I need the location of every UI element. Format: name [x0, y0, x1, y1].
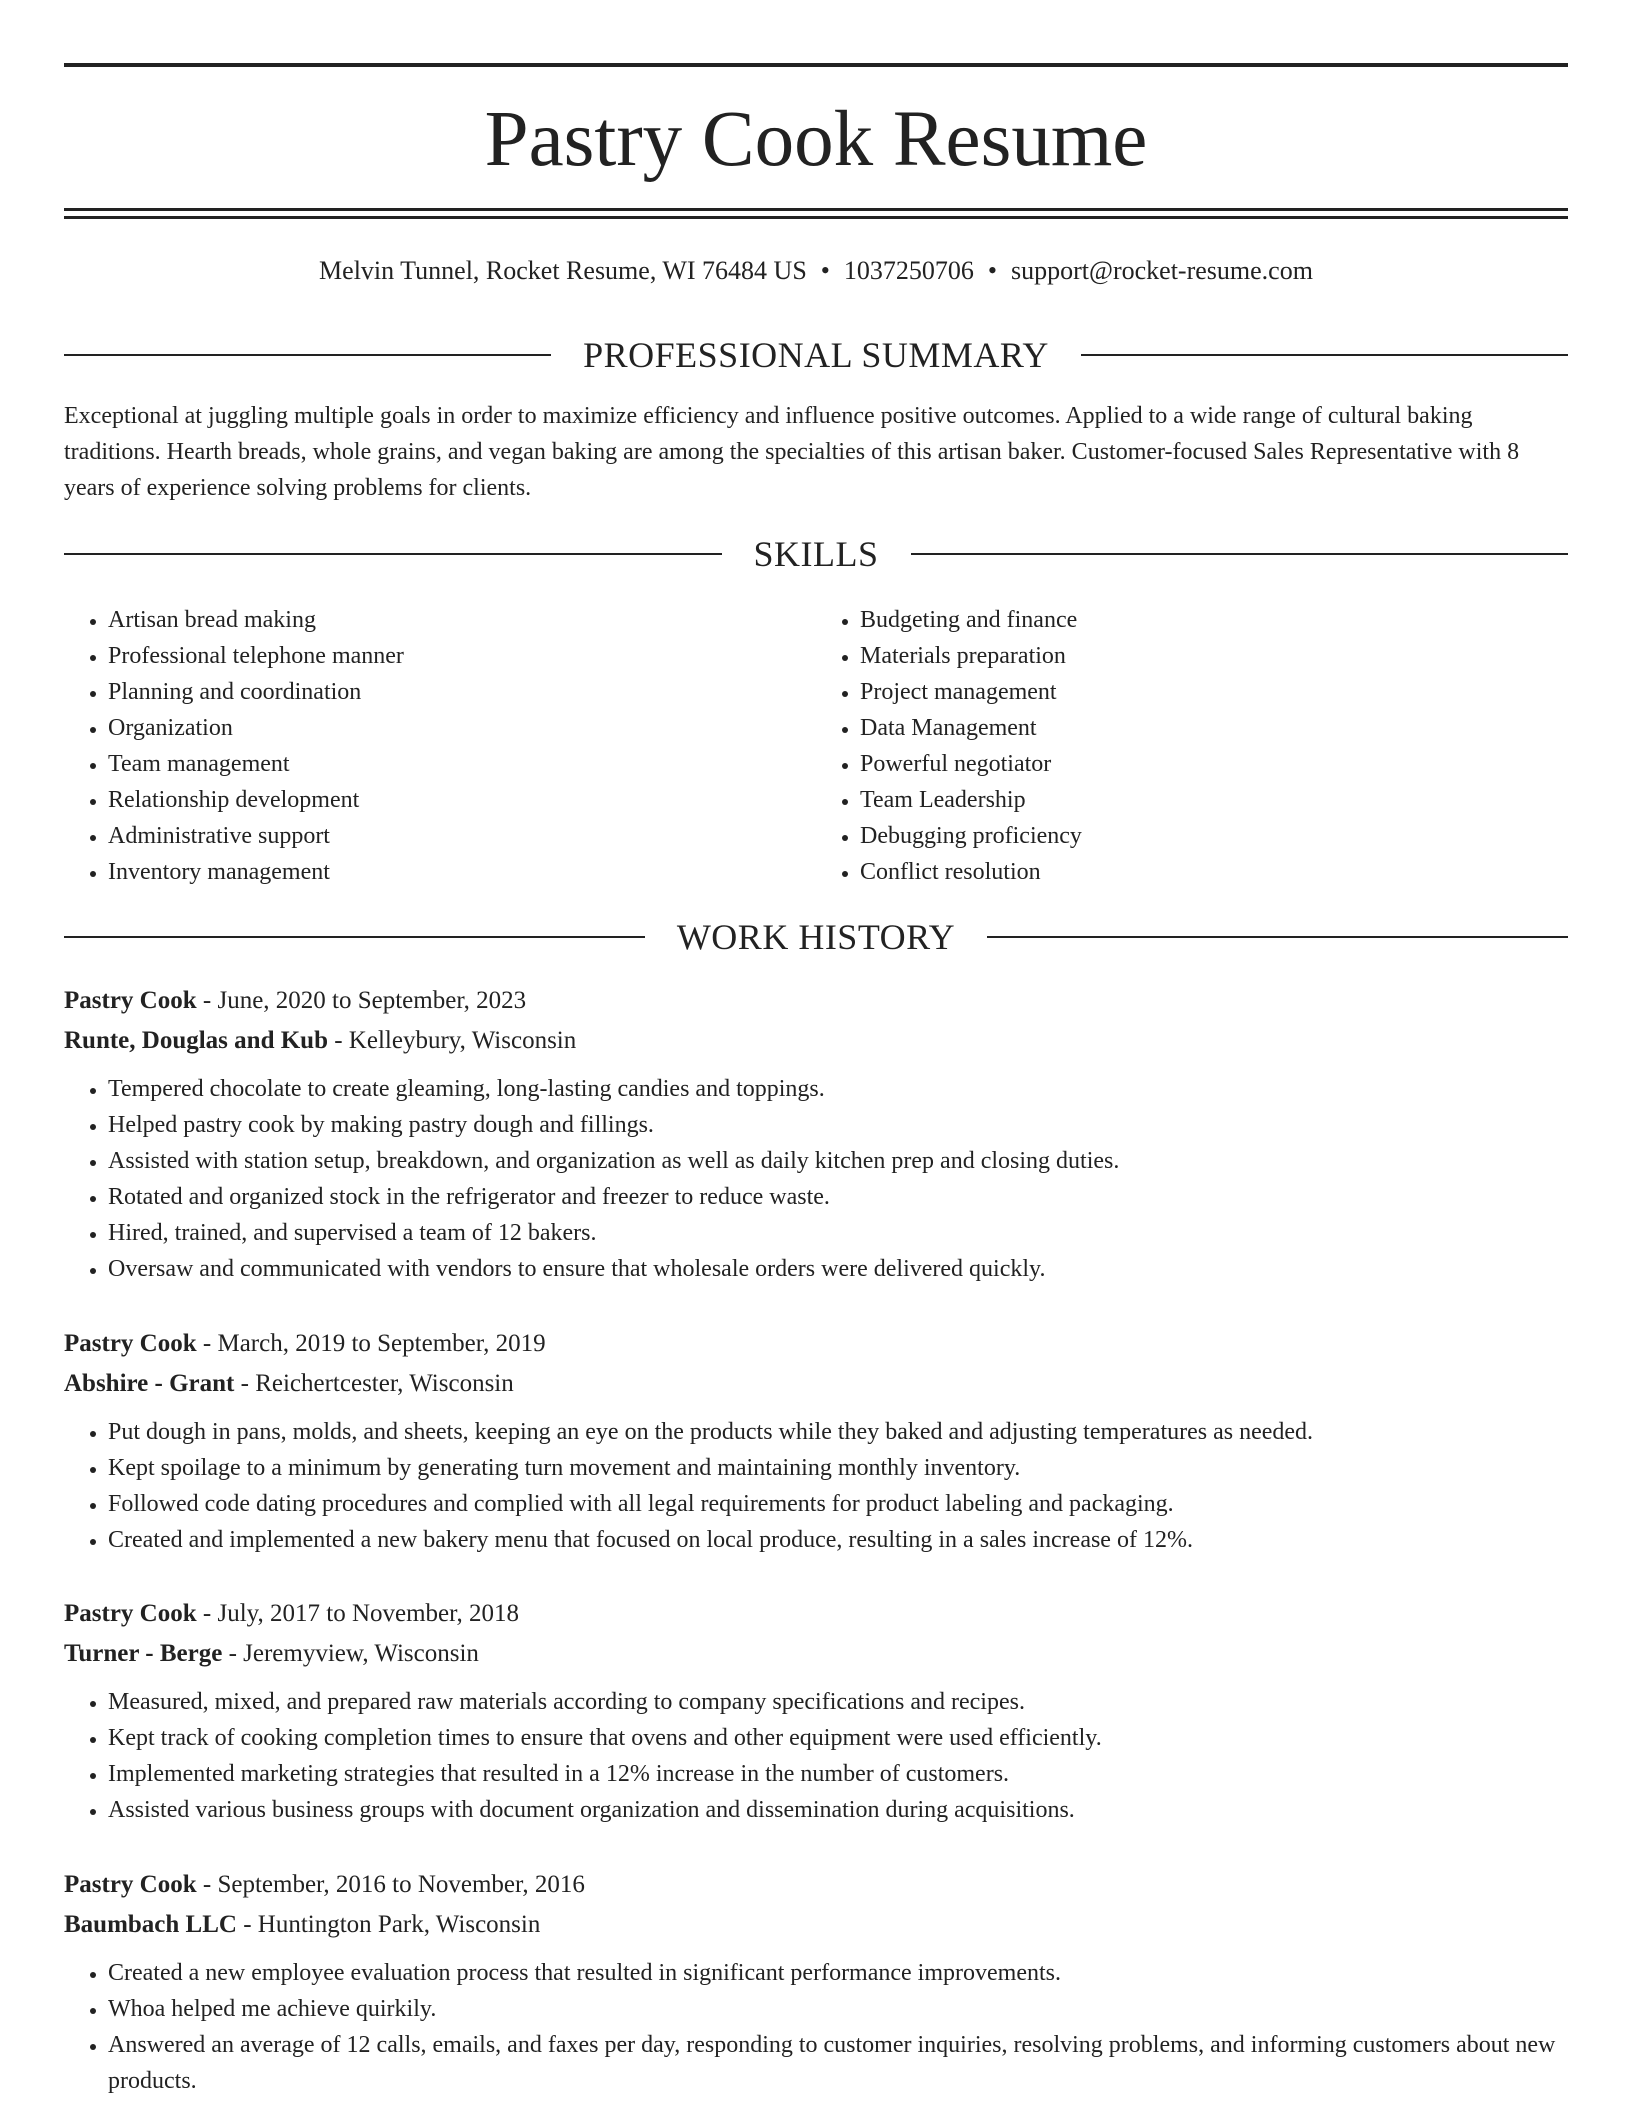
job-bullet: • Put dough in pans, molds, and sheets, keeping an eye on the products while they baked and adjusting temperatures as needed.: [108, 1414, 1568, 1450]
divider: [64, 553, 722, 555]
job-bullet: • Hired, trained, and supervised a team of 12 bakers.: [108, 1215, 1568, 1251]
job-company: Baumbach LLC: [64, 1911, 237, 1938]
job-company: Abshire - Grant: [64, 1370, 235, 1397]
work-heading-label: WORK HISTORY: [676, 917, 956, 957]
job-entry: [64, 1594, 1568, 1828]
top-rule: [64, 63, 1568, 67]
job-bullets: [64, 1955, 1568, 2099]
contact-phone: 1037250706: [843, 256, 974, 285]
job-bullet: • Whoa helped me achieve quirkily.: [108, 1991, 1568, 2027]
skills-section-heading: [64, 532, 1568, 576]
job-bullet: • Assisted with station setup, breakdown, and organization as well as daily kitchen prep and closing duties.: [108, 1143, 1568, 1179]
job-title-line: [64, 1324, 1568, 1364]
contact-separator: •: [820, 256, 830, 285]
job-company: Turner - Berge: [64, 1640, 223, 1667]
job-bullet: • Answered an average of 12 calls, emails, and faxes per day, responding to customer inquiries, resolving problems, and informing customers about new products.: [108, 2027, 1568, 2099]
job-bullet: • Implemented marketing strategies that resulted in a 12% increase in the number of customers.: [108, 1756, 1568, 1792]
job-bullet: • Assisted various business groups with document organization and dissemination during acquisitions.: [108, 1792, 1568, 1828]
divider: [987, 936, 1568, 938]
divider: [1081, 354, 1568, 356]
job-company-line: [64, 1364, 1568, 1404]
divider: [64, 936, 645, 938]
page-title: Pastry Cook Resume: [484, 96, 1148, 183]
job-role: Pastry Cook: [64, 1330, 197, 1357]
skill-item: • Planning and coordination: [108, 674, 816, 710]
job-location: - Huntington Park, Wisconsin: [236, 1911, 541, 1938]
job-bullet: • Kept track of cooking completion times to ensure that ovens and other equipment were used efficiently.: [108, 1720, 1568, 1756]
divider: [64, 354, 551, 356]
job-bullet: • Kept spoilage to a minimum by generating turn movement and maintaining monthly inventory.: [108, 1450, 1568, 1486]
skill-item: • Relationship development: [108, 782, 816, 818]
job-company-line: [64, 1634, 1568, 1674]
professional-summary: Exceptional at juggling multiple goals in order to maximize efficiency and influence positive outcomes. Applied to a wide range of cultural baking traditions. Hearth breads, whole grains, and vegan baking are among the specialties of this artisan baker. Customer-focused Sales Representative with 8 years of experience solving problems for clients.: [64, 403, 1520, 501]
skill-item: • Team management: [108, 746, 816, 782]
job-bullet: • Tempered chocolate to create gleaming, long-lasting candies and toppings.: [108, 1071, 1568, 1107]
job-title-line: [64, 1594, 1568, 1634]
job-dates: - September, 2016 to November, 2016: [196, 1871, 585, 1898]
job-dates: - March, 2019 to September, 2019: [196, 1330, 546, 1357]
job-bullet: • Helped pastry cook by making pastry dough and fillings.: [108, 1107, 1568, 1143]
skills-heading-label: SKILLS: [753, 534, 879, 574]
job-location: - Kelleybury, Wisconsin: [327, 1027, 577, 1054]
job-entry: [64, 1324, 1568, 1558]
skill-item: • Materials preparation: [860, 638, 1568, 674]
job-title-line: [64, 1865, 1568, 1905]
job-dates: - June, 2020 to September, 2023: [196, 987, 527, 1014]
skills-column-left: [64, 602, 816, 890]
skill-item: • Data Management: [860, 710, 1568, 746]
skill-item: • Team Leadership: [860, 782, 1568, 818]
job-entry: [64, 981, 1568, 1287]
job-bullet: • Oversaw and communicated with vendors to ensure that wholesale orders were delivered quickly.: [108, 1251, 1568, 1287]
job-role: Pastry Cook: [64, 1600, 197, 1627]
contact-line: [64, 253, 1568, 289]
skill-item: • Conflict resolution: [860, 854, 1568, 890]
job-location: - Reichertcester, Wisconsin: [234, 1370, 514, 1397]
divider: [911, 553, 1569, 555]
job-title-line: [64, 981, 1568, 1021]
job-company: Runte, Douglas and Kub: [64, 1027, 328, 1054]
job-role: Pastry Cook: [64, 987, 197, 1014]
skills-list: [64, 602, 1568, 890]
contact-address: Melvin Tunnel, Rocket Resume, WI 76484 US: [319, 256, 807, 285]
job-bullet: • Created and implemented a new bakery menu that focused on local produce, resulting in a sales increase of 12%.: [108, 1522, 1568, 1558]
job-entry: [64, 1865, 1568, 2099]
title-rule-lower: [64, 216, 1568, 219]
job-bullets: [64, 1071, 1568, 1287]
job-bullets: [64, 1684, 1568, 1828]
skill-item: • Organization: [108, 710, 816, 746]
job-dates: - July, 2017 to November, 2018: [196, 1600, 519, 1627]
work-section-heading: [64, 915, 1568, 959]
skill-item: • Powerful negotiator: [860, 746, 1568, 782]
job-bullets: [64, 1414, 1568, 1558]
job-bullet: • Rotated and organized stock in the refrigerator and freezer to reduce waste.: [108, 1179, 1568, 1215]
contact-email: support@rocket-resume.com: [1011, 256, 1313, 285]
title-rule-upper: [64, 208, 1568, 211]
job-role: Pastry Cook: [64, 1871, 197, 1898]
job-bullet: • Followed code dating procedures and complied with all legal requirements for product labeling and packaging.: [108, 1486, 1568, 1522]
skills-column-right: [816, 602, 1568, 890]
skill-item: • Project management: [860, 674, 1568, 710]
skill-item: • Professional telephone manner: [108, 638, 816, 674]
contact-separator: •: [987, 256, 998, 285]
skill-item: • Inventory management: [108, 854, 816, 890]
skill-item: • Debugging proficiency: [860, 818, 1568, 854]
skill-item: • Artisan bread making: [108, 602, 816, 638]
skill-item: • Administrative support: [108, 818, 816, 854]
job-bullet: • Created a new employee evaluation process that resulted in significant performance improvements.: [108, 1955, 1568, 1991]
summary-heading-label: PROFESSIONAL SUMMARY: [583, 335, 1049, 375]
job-company-line: [64, 1021, 1568, 1061]
skill-item: • Budgeting and finance: [860, 602, 1568, 638]
job-location: - Jeremyview, Wisconsin: [222, 1640, 479, 1667]
job-bullet: • Measured, mixed, and prepared raw materials according to company specifications and recipes.: [108, 1684, 1568, 1720]
summary-section-heading: [64, 333, 1568, 377]
job-company-line: [64, 1905, 1568, 1945]
